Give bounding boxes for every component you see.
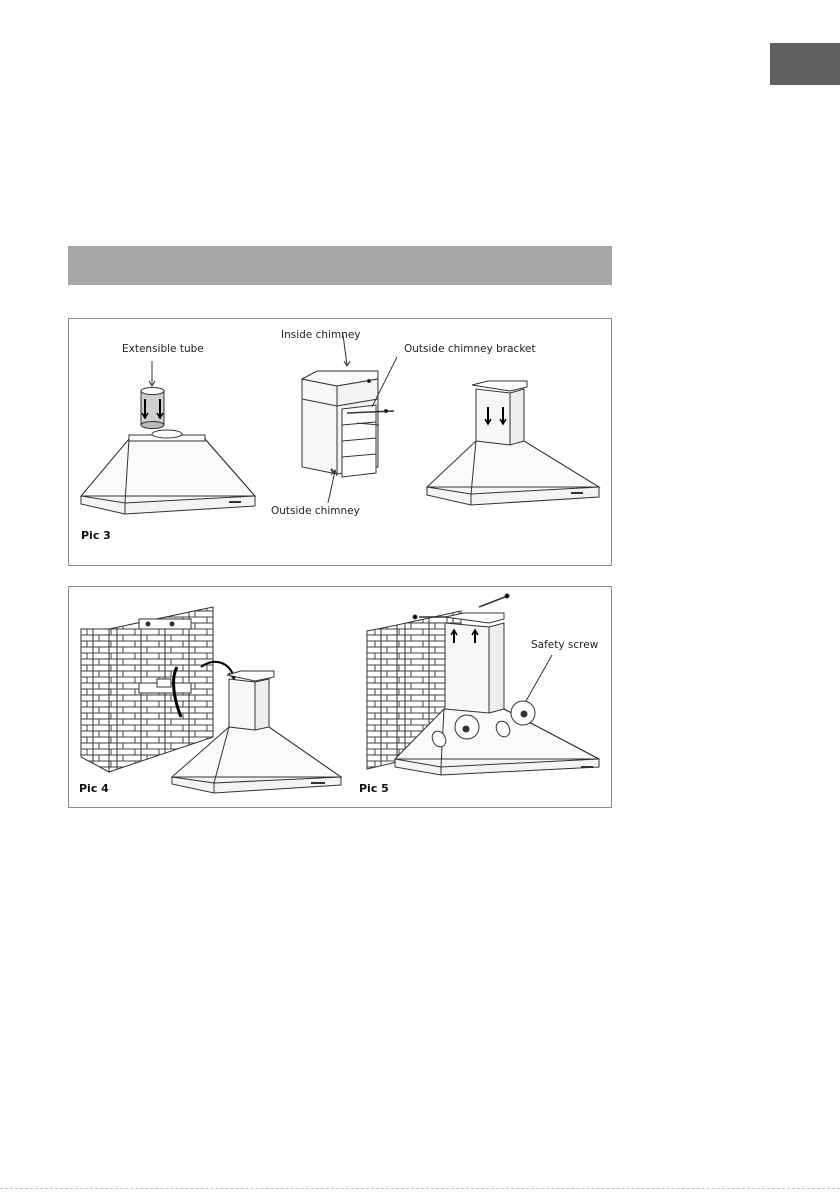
figure-panel-pic4-pic5	[68, 586, 612, 808]
label-safety-screw: Safety screw	[531, 639, 599, 651]
label-extensible-tube: Extensible tube	[122, 343, 204, 355]
label-outside-chimney-bracket: Outside chimney bracket	[404, 343, 536, 355]
chimney-assembly	[302, 335, 397, 503]
pic4-pic5-illustration	[69, 587, 611, 807]
pic4-label: Pic 4	[79, 782, 109, 795]
hood-left	[81, 430, 255, 514]
label-outside-chimney: Outside chimney	[271, 505, 360, 517]
pic5-label: Pic 5	[359, 782, 389, 795]
pic3-label: Pic 3	[81, 529, 111, 542]
section-header-bar	[68, 246, 612, 285]
extensible-tube	[141, 361, 164, 429]
pic3-illustration	[69, 319, 611, 565]
label-inside-chimney: Inside chimney	[281, 329, 361, 341]
footer-divider	[0, 1188, 840, 1189]
hood-right-with-chimney	[427, 381, 599, 505]
figure-panel-pic3	[68, 318, 612, 566]
language-tab	[770, 43, 840, 85]
